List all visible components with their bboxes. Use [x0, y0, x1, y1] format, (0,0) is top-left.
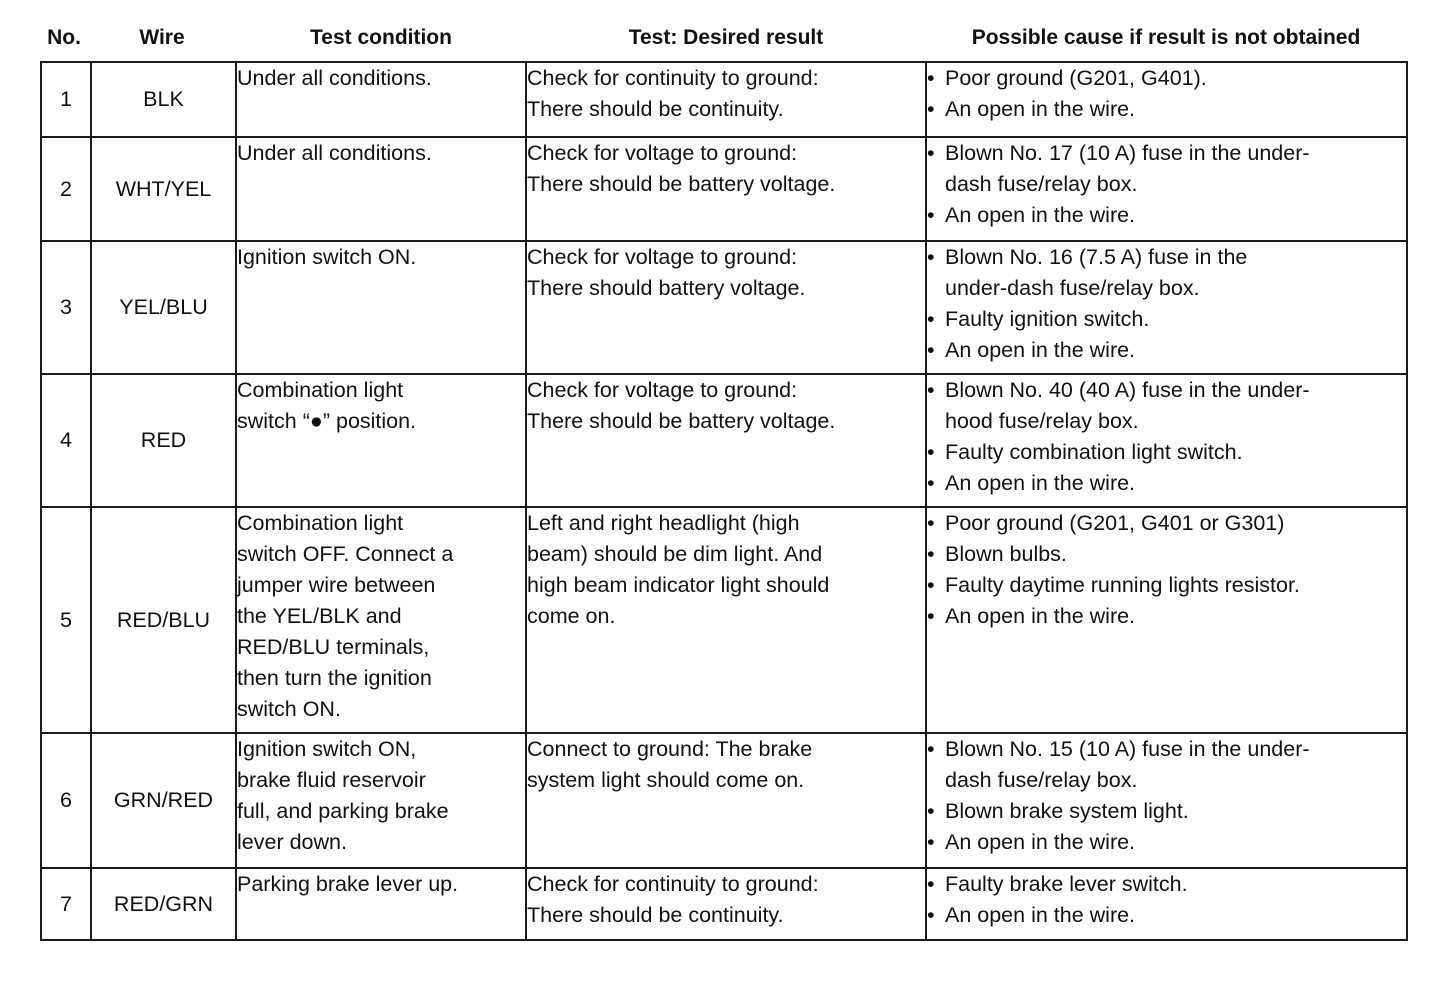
cause-text [945, 242, 1406, 304]
cause-text [945, 734, 1406, 796]
cause-text [945, 900, 1406, 931]
cell-desired-result [526, 374, 926, 507]
cell-wire: YEL/BLU [91, 241, 236, 374]
bullet-icon: • [927, 830, 935, 854]
text-line: beam) should be dim light. And [527, 542, 823, 566]
text-line: Under all conditions. [237, 141, 432, 165]
cause-item [927, 601, 1406, 632]
cause-text [945, 570, 1406, 601]
text-line: switch OFF. Connect a [237, 542, 454, 566]
wire-test-table [40, 61, 1408, 941]
cell-possible-cause [926, 507, 1407, 733]
cause-item [927, 796, 1406, 827]
text-line: hood fuse/relay box. [945, 409, 1139, 433]
bullet-icon: • [927, 245, 935, 269]
cell-possible-cause [926, 62, 1407, 137]
text-line: Left and right headlight (high [527, 511, 800, 535]
text-line: switch ON. [237, 697, 341, 721]
cause-text [945, 304, 1406, 335]
cell-wire: RED/GRN [91, 868, 236, 940]
text-line: Parking brake lever up. [237, 872, 459, 896]
cell-wire: GRN/RED [91, 733, 236, 868]
cell-test-condition [236, 137, 526, 241]
cell-test-condition [236, 62, 526, 137]
text-line: Faulty ignition switch. [945, 307, 1150, 331]
text-line: Blown No. 16 (7.5 A) fuse in the [945, 245, 1248, 269]
text-line: jumper wire between [237, 573, 436, 597]
cell-no: 1 [41, 62, 91, 137]
text-line: An open in the wire. [945, 338, 1136, 362]
text-line: An open in the wire. [945, 903, 1136, 927]
cell-wire: WHT/YEL [91, 137, 236, 241]
cause-item [927, 734, 1406, 796]
text-line: Blown bulbs. [945, 542, 1067, 566]
text-line: Check for voltage to ground: [527, 141, 798, 165]
text-line: Check for voltage to ground: [527, 378, 798, 402]
bullet-icon: • [927, 378, 935, 402]
text-line: then turn the ignition [237, 666, 432, 690]
text-line: Combination light [237, 378, 404, 402]
cell-test-condition [236, 241, 526, 374]
cell-possible-cause [926, 374, 1407, 507]
text-line: An open in the wire. [945, 471, 1136, 495]
text-line: Blown brake system light. [945, 799, 1189, 823]
text-line: Check for continuity to ground: [527, 66, 819, 90]
table-row [41, 868, 1407, 940]
cell-desired-result [526, 241, 926, 374]
cause-text [945, 63, 1406, 94]
table-row [41, 374, 1407, 507]
text-line: dash fuse/relay box. [945, 172, 1138, 196]
cause-text [945, 508, 1406, 539]
cell-desired-result [526, 868, 926, 940]
header-wire: Wire [139, 26, 185, 49]
cause-text [945, 437, 1406, 468]
bullet-icon: • [927, 903, 935, 927]
text-line: Poor ground (G201, G401). [945, 66, 1207, 90]
text-line: switch “●” position. [237, 409, 417, 433]
cell-desired-result [526, 137, 926, 241]
cell-possible-cause [926, 868, 1407, 940]
cause-text [945, 468, 1406, 499]
bullet-icon: • [927, 97, 935, 121]
header-desired-result: Test: Desired result [628, 26, 824, 49]
table-row [41, 241, 1407, 374]
cause-text [945, 335, 1406, 366]
cell-no: 5 [41, 507, 91, 733]
cause-item [927, 539, 1406, 570]
cell-desired-result [526, 507, 926, 733]
table-row [41, 507, 1407, 733]
cause-item [927, 335, 1406, 366]
cell-possible-cause [926, 733, 1407, 868]
cause-text [945, 138, 1406, 200]
text-line: dash fuse/relay box. [945, 768, 1138, 792]
cause-text [945, 869, 1406, 900]
cause-item [927, 508, 1406, 539]
cause-item [927, 437, 1406, 468]
bullet-icon: • [927, 307, 935, 331]
text-line: There should be continuity. [527, 97, 784, 121]
text-line: Under all conditions. [237, 66, 432, 90]
text-line: lever down. [237, 830, 347, 854]
cause-item [927, 869, 1406, 900]
cause-text [945, 200, 1406, 231]
text-line: come on. [527, 604, 616, 628]
text-line: Ignition switch ON, [237, 737, 417, 761]
text-line: There should be battery voltage. [527, 172, 836, 196]
text-line: full, and parking brake [237, 799, 449, 823]
bullet-icon: • [927, 338, 935, 362]
text-line: An open in the wire. [945, 604, 1136, 628]
text-line: brake fluid reservoir [237, 768, 426, 792]
text-line: Combination light [237, 511, 404, 535]
text-line: RED/BLU terminals, [237, 635, 430, 659]
text-line: high beam indicator light should [527, 573, 830, 597]
cell-possible-cause [926, 241, 1407, 374]
text-line: the YEL/BLK and [237, 604, 402, 628]
text-line: An open in the wire. [945, 97, 1136, 121]
bullet-icon: • [927, 573, 935, 597]
table-header [40, 22, 1406, 54]
bullet-icon: • [927, 737, 935, 761]
cell-no: 2 [41, 137, 91, 241]
bullet-icon: • [927, 542, 935, 566]
cell-no: 4 [41, 374, 91, 507]
text-line: Faulty daytime running lights resistor. [945, 573, 1300, 597]
cause-text [945, 827, 1406, 858]
cause-item [927, 63, 1406, 94]
cell-possible-cause [926, 137, 1407, 241]
cell-desired-result [526, 62, 926, 137]
cause-item [927, 900, 1406, 931]
cell-no: 3 [41, 241, 91, 374]
text-line: Blown No. 40 (40 A) fuse in the under- [945, 378, 1310, 402]
bullet-icon: • [927, 66, 935, 90]
cause-item [927, 827, 1406, 858]
table-row [41, 137, 1407, 241]
cause-item [927, 200, 1406, 231]
text-line: Blown No. 17 (10 A) fuse in the under- [945, 141, 1310, 165]
text-line: There should be continuity. [527, 903, 784, 927]
text-line: An open in the wire. [945, 203, 1136, 227]
bullet-icon: • [927, 471, 935, 495]
text-line: Ignition switch ON. [237, 245, 417, 269]
table-row [41, 62, 1407, 137]
text-line: Check for continuity to ground: [527, 872, 819, 896]
cause-item [927, 138, 1406, 200]
cell-test-condition [236, 733, 526, 868]
cause-text [945, 375, 1406, 437]
cause-item [927, 375, 1406, 437]
cause-item [927, 94, 1406, 125]
bullet-icon: • [927, 604, 935, 628]
cell-no: 6 [41, 733, 91, 868]
text-line: There should be battery voltage. [527, 409, 836, 433]
text-line: An open in the wire. [945, 830, 1136, 854]
cell-test-condition [236, 507, 526, 733]
header-test-condition: Test condition [310, 26, 452, 49]
cell-test-condition [236, 374, 526, 507]
text-line: Faulty combination light switch. [945, 440, 1243, 464]
cell-desired-result [526, 733, 926, 868]
cause-text [945, 539, 1406, 570]
text-line: under-dash fuse/relay box. [945, 276, 1200, 300]
cause-text [945, 796, 1406, 827]
cell-wire: RED/BLU [91, 507, 236, 733]
header-no: No. [47, 26, 81, 49]
header-possible-cause: Possible cause if result is not obtained [971, 26, 1361, 49]
cause-item [927, 242, 1406, 304]
cause-text [945, 94, 1406, 125]
cell-wire: RED [91, 374, 236, 507]
text-line: Faulty brake lever switch. [945, 872, 1188, 896]
text-line: Blown No. 15 (10 A) fuse in the under- [945, 737, 1310, 761]
text-line: There should battery voltage. [527, 276, 806, 300]
text-line: system light should come on. [527, 768, 805, 792]
bullet-icon: • [927, 440, 935, 464]
bullet-icon: • [927, 511, 935, 535]
cause-item [927, 570, 1406, 601]
text-line: Poor ground (G201, G401 or G301) [945, 511, 1285, 535]
cell-test-condition [236, 868, 526, 940]
cell-wire: BLK [91, 62, 236, 137]
bullet-icon: • [927, 872, 935, 896]
bullet-icon: • [927, 799, 935, 823]
cause-text [945, 601, 1406, 632]
text-line: Connect to ground: The brake [527, 737, 813, 761]
bullet-icon: • [927, 203, 935, 227]
table-row [41, 733, 1407, 868]
cell-no: 7 [41, 868, 91, 940]
cause-item [927, 468, 1406, 499]
cause-item [927, 304, 1406, 335]
bullet-icon: • [927, 141, 935, 165]
text-line: Check for voltage to ground: [527, 245, 798, 269]
